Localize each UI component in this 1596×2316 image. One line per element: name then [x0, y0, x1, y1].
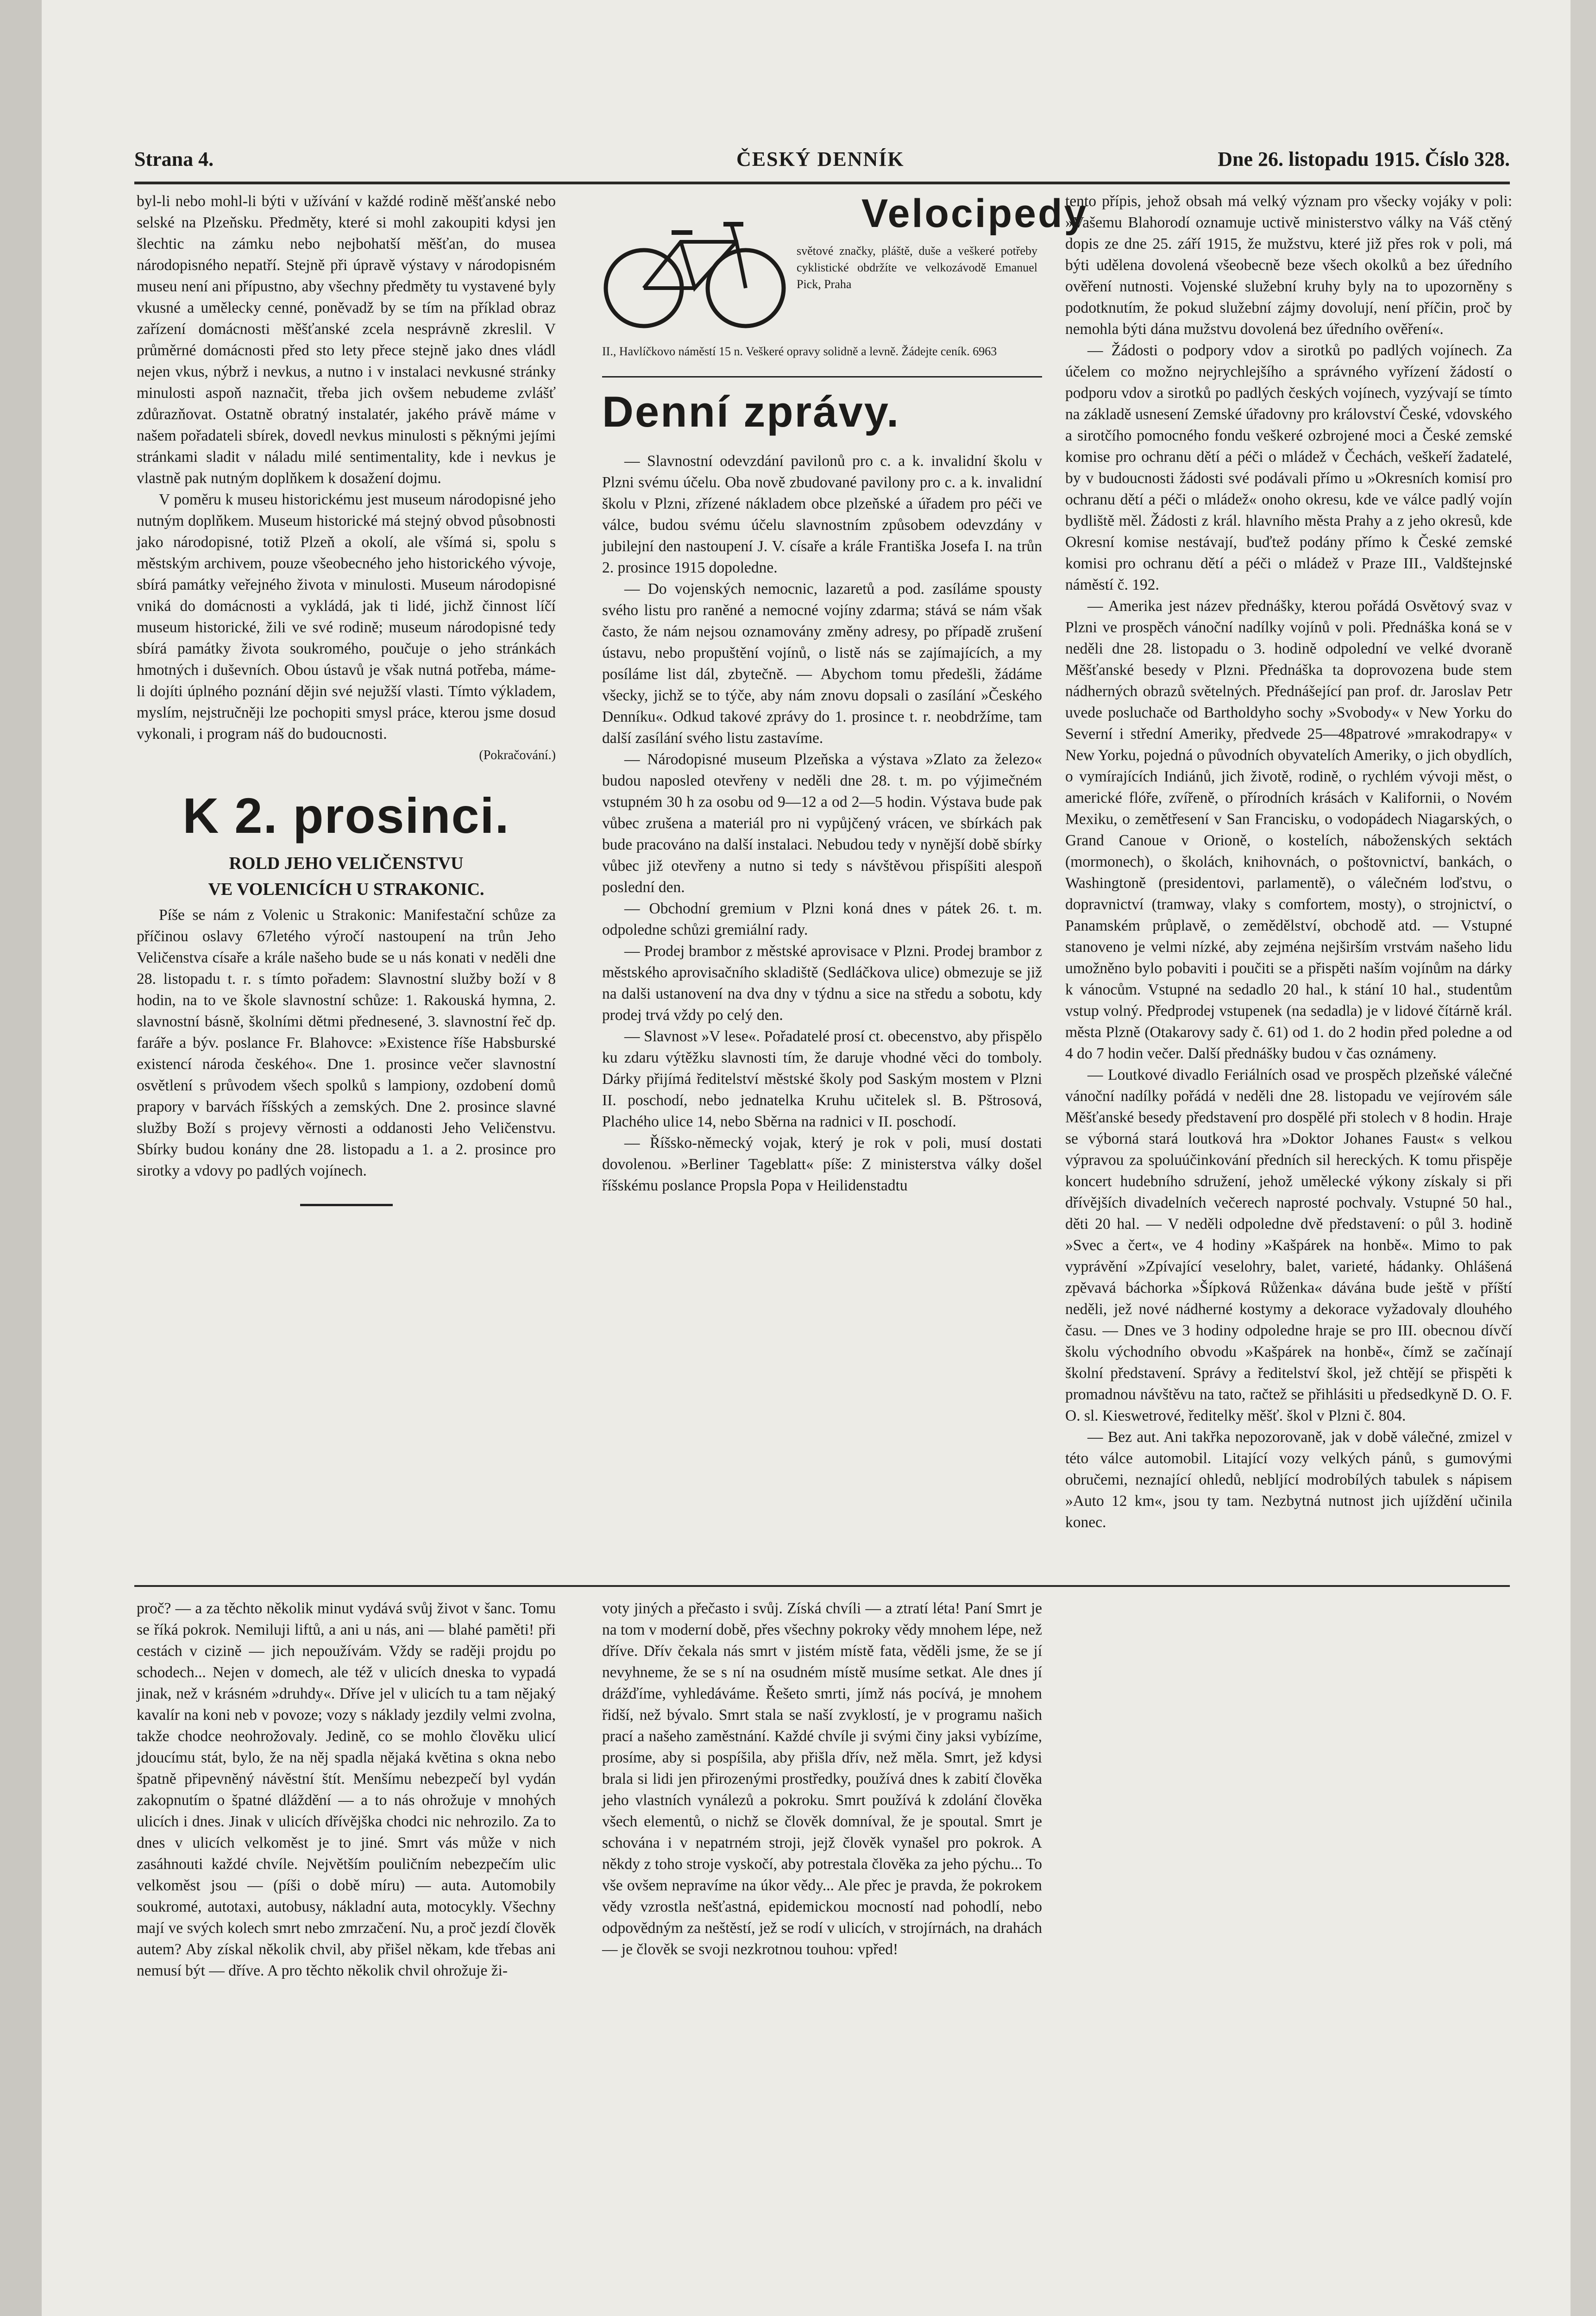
feuilleton-left [137, 1598, 556, 1982]
volenice-article [137, 905, 556, 1182]
subheadline-2: VE VOLENICÍCH U STRAKONIC. [208, 880, 484, 899]
section-title-denni-zpravy: Denní zprávy. [602, 387, 900, 436]
bicycle-icon [602, 200, 787, 339]
subheadline-1: ROLD JEHO VELIČENSTVU [229, 854, 464, 873]
scan-border-left [0, 0, 42, 2316]
issue-date: Dne 26. listopadu 1915. Číslo 328. [1218, 148, 1510, 170]
newspaper-title: ČESKÝ DENNÍK [736, 148, 905, 170]
news-slavnost: — Slavnost »V lese«. Pořadatelé prosí ct. obecenstvo, aby přispělo ku zdaru výtěžku slavnosti tím, že daruje vhodné věci do tomboly. Dárky přijímá ředitelství městské školy pod Saským mostem v Plzni II. poschodí, nebo jednatelka Kruhu učitelek sl. B. Pštrosová, Plachého ulice 14, nebo Sběrna na radnici v II. poschodí. [602, 1028, 1042, 1130]
news-amerika: — Amerika jest název přednášky, kterou pořádá Osvětový svaz v Plzni ve prospěch vánoční nadílky vojínů v poli. Přednáška koná se v neděli dne 28. listopadu o 3. hodině odpolední ve velké dvoraně Měšťanské besedy v Plzni. Přednáška ta doprovozena bude stem nádherných obrazů světelných. Přednášející pan prof. dr. Jaroslav Petr uvede posluchače od Bartholdyho sochy »Svobody« v New Yorku do Severní i střední Ameriky, předvede 25—48patrové »mrakodrapy« v New Yorku, pojedná o původních obyvatelích Ameriky, o jich obydlích, o vymírajících Indiánů, jich životě, rodině, o rychlém vývoji měst, o americké flóře, zvířeně, o přírodních krásách v Kalifornii, o Novém Mexiku, o zemětřesení v San Francisku, o vodopádech Niagarských, o Grand Canoue v Orioně, o kostelích, náboženských sektách (mormonech), o školách, knihovnách, o poštovnictví, bankách, o Washingtoně (presidentovi, parlamentě), o válečném loďstvu, o dopravnictví (tramway, vlaky s comfortem, mosty), o strojnictví, o Panamském průplavě, o zemědělství, obchodě atd. — Vstupné stanoveno je velmi nízké, aby zejména nejširším vrstvám našeho lidu umožněno bylo pobaviti i poučiti se a přispěti naším vojínům na dárky k vánocům. Vstupné na sedadlo 20 hal., k stání 10 hal., studentům vstup volný. Předprodej vstupenek (na sedadla) je v lidové čítárně král. města Plzně (Otakarovy sady č. 61) od 1. do 2 hodin před poledne a od 4 do 7 hodin večer. Další přednášky budou v čas oznámeny. [1065, 598, 1512, 1062]
news-pripis: tento přípis, jehož obsah má velký význam pro všecky vojáky v poli: »Vašemu Blahorodí oznamuje uctivě ministerstvo války na Váš ctěný dopis ze dne 25. září 1915, že mužstvu, které již přes rok v poli, má býti udělena dovolená všeobecně beze všech okolků a bez úředního ověření nutnosti. Vojenské služební kruhy byly na to upozorněny s podotknutím, že pokud služební zájmy dovolují, není příčin, proč by nemohla býti dána mužstvu dovolená bez úředního ověření«. [1065, 193, 1512, 338]
museum-paragraph-1: byl-li nebo mohl-li býti v užívání v každé rodině měšťanské nebo selské na Plzeňsku. Předměty, které si mohl zakoupiti kdysi jen šlechtic na zámku nebo nejbohatší měšťan, do musea národopisného nepatří. Stejně při úpravě výstavy v národopisném museu není ani přípustno, aby všechny předměty tu vystavené byly vkusné a umělecky cenné, poněvadž by se tím na příklad obraz zařízení domácnosti měšťanské zcela nesprávně zkreslil. V průměrné domácnosti před sto lety přece stejně jako dnes vládl nejen vkus, nýbrž i nevkus, a nutno i v instalaci nevkusné stránky minulosti aspoň naznačit, třeba jich ovšem nebudeme zvlášť zdůrazňovat. Ostatně obratný instalatér, jakého právě máme v našem pořadateli sbírek, dovedl nevkus minulosti s pěknými jejími stránkami sladit v náladu milé sentimentality, kde i nevkus je vlastně pak nutným doplňkem k dosažení dojmu. [137, 193, 556, 487]
column-1 [137, 191, 556, 1246]
feuilleton-rule [134, 1585, 1510, 1587]
museum-article [137, 191, 556, 766]
news-bez-aut: — Bez aut. Ani takřka nepozorovaně, jak v době válečné, zmizel v této válce automobil. Litající vozy velkých pánů, s gumovými obručemi, neznající ohledů, nebljící modrobílých tabulek s nápisem »Auto 12 km«, jsou ty tam. Nezbytná nutnost jich ujíždění učinila konec. [1065, 1429, 1512, 1531]
column-2 [602, 191, 1088, 1196]
news-pavilony: — Slavnostní odevzdání pavilonů pro c. a k. invalidní školu v Plzni svému účelu. Oba nově zbudované pavilony pro c. a k. invalidní školu v Plzni, zřízené nákladem obce plzeňské a úřadem pro péči ve válce, budou svému účelu slavnostním způsobem odevzdány v jubilejní den nastoupení J. V. císaře a krále Františka Josefa I. na trůn 2. prosince 1915 dopoledne. [602, 453, 1042, 576]
feuilleton-left-text [137, 1598, 556, 1982]
news-nemocnice: — Do vojenských nemocnic, lazaretů a pod. zasíláme spousty svého listu pro raněné a nemocné vojíny zdarma; stává se nám však často, že nám nejsou oznamovány změny adresy, po případě zrušení ústavu, nebo propuštění vojínů, o listě nás se zajímajících, a my posíláme list dál, zbytečně. — Abychom tomu předešli, žádáme všecky, jichž se to týče, aby nám znovu dopsali o zasílání »Českého Denníku«. Odkud takové zprávy do 1. prosince t. r. neobdržíme, tam další zasílání svého listu zastavíme. [602, 580, 1042, 747]
feuilleton-right-paragraph: voty jiných a přečasto i svůj. Získá chvíli — a ztratí léta! Paní Smrt je na tom v moderní době, přes všechny pokroky vědy mnohem lépe, než dříve. Dřív čekala nás smrt v jistém místě fata, věděli jsme, že se jí nevyhneme, že se s ní na osudném místě musíme setkat. Ale dnes jí drážďíme, vyhledáváme. Řešeto smrti, jímž nás pocívá, je mnohem řidší, než bývalo. Smrt stala se naší zvyklostí, je v programu našich prací a našeho zaměstnání. Každé chvíle ji svými činy jaksi vybízíme, prosíme, aby si pospíšila, aby přišla dřív, než měla. Smrt, jež kdysi brala si lidi jen přirozenými prostředky, používá dnes k zabití člověka jeho vlastních vynálezů a pokroku. Smrt používá k zdolání člověka všech elementů, o nichž se člověk domníval, že je spoutal. Smrt je schována i v nepatrném stroji, jejž člověk vynašel pro pokrok. A někdy z toho stroje vyskočí, aby potrestala člověka za jeho pýchu... To vše ovšem nepravíme na úkor vědy... Ale přec je pravda, že pokrokem vědy vzrostla nešťastná, epidemickou mocností nad pohodlí, nebo odpovědným za neštěstí, jež se rodí v ulicích, v strojírnách, na drahách — je člověk se svoji nezkrotnou touhou: vpřed! [602, 1600, 1042, 1958]
ad-title: Velocipedy [861, 191, 1088, 236]
ad-address: II., Havlíčkovo náměstí 15 n. Veškeré opravy solidně a levně. Žádejte ceník. 6963 [602, 345, 997, 358]
news-vojak: — Říšsko-německý vojak, který je rok v poli, musí dostati dovolenou. »Berliner Tageblatt« píše: Z ministerstva války došel říšskému poslance Propsla Popa v Heilidenstadtu [602, 1134, 1042, 1194]
news-museum: — Národopisné museum Plzeňska a výstava »Zlato za železo« budou naposled otevřeny v neděli dne 28. t. m. po výjimečném vstupném 30 h za osobu od 9—12 a od 2—5 hodin. Výstava bude pak vůbec zrušena a materiál pro ni vypůjčený vrácen, ve sbírkách pak bude pracováno na další instalaci. Nebudou tedy v nynější době sbírky vůbec již otevřeny a nutno si tedy s návštěvou přispíšiti alespoň poslední den. [602, 751, 1042, 896]
velocipede-advertisement [602, 191, 1088, 378]
page-number: Strana 4. [134, 148, 214, 170]
continued-note: (Pokračování.) [479, 748, 556, 762]
news-zadosti: — Žádosti o podpory vdov a sirotků po padlých vojínech. Za účelem co možno nejrychlejšího a správného vyřízení žádostí o podporu vdov a sirotků po padlých českých vojínech, vyzývají se tímto na základě usnesení Zemské úřadovny pro království České, vdovského a sirotčího pomocného fondu veškeré ozbrojené moci a České zemské komise pro ochranu dětí a péči o mládež v Čechách, veškeří žadatelé, by v budoucnosti žádosti své podávali přímo u »Okresních komisí pro ochranu dětí a péči o mládež« onoho okresu, kde ve válce padlý vojín bydliště měl. Žádosti z král. hlavního města Prahy a z jeho okresů, kde Okresní komise nestávají, buďtež podány přímo k České zemské komisi pro ochranu dětí a péči o mládež v Praze III., Valdštejnské náměstí č. 192. [1065, 342, 1512, 593]
museum-paragraph-2: V poměru k museu historickému jest museum národopisné jeho nutným doplňkem. Museum historické má stejný obvod působnosti jako národopisné, totiž Plzeň a okolí, ale všímá si, spolu s městským archivem, pouze všeobecného jeho historického vývoje, sbírá památky veřejného života v minulosti. Museum národopisné vniká do domácnosti a vykládá, jak ti lidé, jichž činnost líčí museum historické, žili ve své rodině; museum národopisné tedy sbírá památky života soukromého, poučuje o jeho stránkách hmotných i duševních. Obou ústavů je však nutná potřeba, máme-li dojíti úplného poznání dějin své nejužší vlasti. Tímto výkladem, myslím, nejstručněji lze pochopiti smysl práce, kterou jsme dosud vykonali, i program náš do budoucnosti. [137, 491, 556, 743]
news-gremium: — Obchodní gremium v Plzni koná dnes v pátek 26. t. m. odpoledne schůzi gremiální rady. [602, 900, 1042, 938]
feuilleton-right [602, 1598, 1042, 1960]
decorative-divider [137, 1200, 556, 1208]
column-3 [1065, 191, 1512, 1533]
feuilleton-left-paragraph: proč? — a za těchto několik minut vydává svůj život v šanc. Tomu se říká pokrok. Nemiluji liftů, a ani u nás, ani — blahé paměti! při cestách v cizině — jich nepoužívám. Vždy se raději projdu po schodech... Nejen v domech, ale též v ulicích dneska to vypadá jinak, než v krásném »druhdy«. Dříve jel v ulicích tu a tam nějaký kavalír na koni neb v povoze; vozy s náklady jezdily velmi zvolna, takže chodce neohrožovaly. Jedině, co se mohlo člověku ulicí jdoucímu stát, bylo, že na něj spadla nějaká květina s okna nebo špatně připevněný návěstní štít. Menšímu nebezpečí byl vydán zakopnutím o špatné dláždění — a to nás ohrožuje v mnohých ulicích i dnes. Jinak v ulicích dřívějška chodci nic nehrozilo. Za to dnes v ulicích velkoměst je to jiné. Smrt vás může v nich zasáhnouti každé chvíle. Největším pouličním nebezpečím ulic velkoměst jsou — (píši o době míru) — auta. Automobily soukromé, autotaxi, autobusy, nákladní auta, motocykly. Všechny mají ve svých kolech smrt nebo zmrzačení. Nu, a proč jezdí člověk autem? Aby získal několik chvil, aby přišel někam, kde třebas ani nemusí být — dříve. A pro těchto několik chvil ohrožuje ži- [137, 1600, 556, 1979]
volenice-paragraph: Píše se nám z Volenic u Strakonic: Manifestační schůze za příčinou oslavy 67letého výročí nastoupení na trůn Jeho Veličenstva císaře a krále našeho bude se u nás konati v neděli dne 28. listopadu t. r. s tímto pořadem: Slavnostní služby boží v 8 hodin, na to ve škole slavnostní schůze: 1. Rakouská hymna, 2. slavnostní básně, školními dětmi přednesené, 3. slavnostní řeč dp. faráře a býv. poslance Fr. Blahovce: »Existence říše Habsburské existencí národa českého«. Dne 1. prosince večer slavnostní osvětlení s průvodem všech spolků s lampiony, ozdobení domů prapory v barvách říšských a zemských. Dne 2. prosince slavné služby Boží s projevy věrnosti a oddanosti Jeho Veličenstvu. Sbírky budou konány dne 28. listopadu a 1. a 2. prosince pro sirotky a vdovy po padlých vojínech. [137, 906, 556, 1179]
news-column-2 [602, 451, 1042, 1196]
header-rule [134, 182, 1510, 184]
news-column-3 [1065, 191, 1512, 1533]
ad-body: světové značky, pláště, duše a veškeré potřeby cyklistické obdržíte ve velkozávodě Emanuel Pick, Praha [797, 244, 1037, 291]
feuilleton-right-text [602, 1598, 1042, 1960]
masthead [134, 147, 1510, 184]
scan-border-right [1571, 0, 1596, 2316]
news-brambory: — Prodej brambor z městské aprovisace v Plzni. Prodej brambor z městského aprovisačního skladiště (Sedláčkova ulice) obmezuje se již na dalši ustanovení na dva dny v týdnu a sice na středu a sobotu, kdy prodej trvá vždy po celý den. [602, 943, 1042, 1024]
news-loutkove-divadlo: — Loutkové divadlo Feriálních osad ve prospěch plzeňské válečné vánoční nadílky pořádá v neděli dne 28. listopadu ve vejírovém sále Měšťanské besedy představení pro dospělé při stolech v 8 hodin. Hraje se výborná stará loutková hra »Doktor Johanes Faust« s velkou výpravou za spoluúčinkování předních sil hereckých. K tomu přispěje koncert hudebního sdružení, jehož umělecké výkony získaly si při dřívějších divadelních večerech naprosté pochvaly. Vstupné 50 hal., děti 20 hal. — V neděli odpoledne dvě představení: o půl 3. hodině »Svec a čert«, ve 4 hodiny »Kašpárek na honbě«. Mimo to pak vyprávění »Zpívající veselohry, balet, varieté, hádanky. Ohlášená zpěvavá báchorka »Šípková Růženka« dávána bude ještě v příští neděli, jež nové nádherné kostymy a dekorace vyžadovaly dlouhého času. — Dnes ve 3 hodiny odpoledne hraje se pro III. obecnou dívčí školu východního obvodu »Kašpárek na honbě«, čímž se začínají školní představení. Správy a ředitelství škol, jež chtějí se přispěti k promadnou návštěvu na tato, račtež se přihlásiti u předsedkyně D. O. F. O. sl. Kieswetrové, ředitelky měšť. škol v Plzni č. 804. [1065, 1066, 1512, 1424]
headline-k2-prosinci: K 2. prosinci. [182, 787, 510, 843]
